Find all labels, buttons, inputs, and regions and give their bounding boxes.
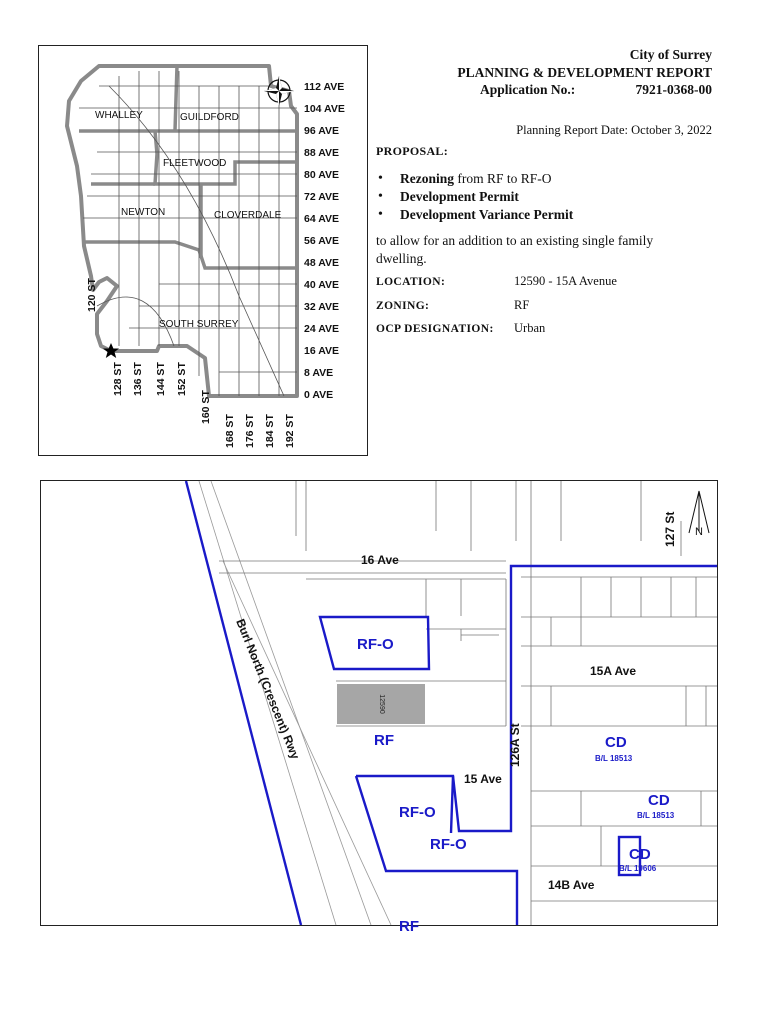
- street-label: 160 ST: [200, 390, 212, 424]
- zone-label-rfo: RF-O: [357, 636, 394, 653]
- street-label-15a-ave: 15A Ave: [590, 664, 637, 678]
- street-label-126a-st: 126A St: [508, 723, 522, 767]
- avenue-label: 48 AVE: [304, 257, 340, 269]
- area-label: WHALLEY: [95, 110, 143, 121]
- zoning-value: RF: [514, 298, 530, 312]
- avenue-label: 16 AVE: [304, 345, 340, 357]
- zoning-row: [376, 298, 530, 313]
- application-line: [472, 82, 712, 100]
- ocp-row: [376, 321, 546, 336]
- zone-label-cd: CD: [629, 846, 651, 863]
- proposal-description: to allow for an addition to an existing single family dwelling.: [376, 233, 654, 266]
- street-label: 144 ST: [155, 362, 167, 396]
- street-label: 168 ST: [224, 414, 236, 448]
- avenue-label: 32 AVE: [304, 301, 340, 313]
- avenue-label: 96 AVE: [304, 125, 340, 137]
- application-number: 7921-0368-00: [635, 82, 712, 97]
- avenue-label: 40 AVE: [304, 279, 340, 291]
- avenue-label: 64 AVE: [304, 213, 340, 225]
- avenue-label: 88 AVE: [304, 147, 340, 159]
- ocp-label: OCP DESIGNATION:: [376, 323, 494, 335]
- avenue-label: 56 AVE: [304, 235, 340, 247]
- avenue-label: 112 AVE: [304, 81, 345, 93]
- avenue-label: 104 AVE: [304, 103, 345, 115]
- zoning-label: ZONING:: [376, 300, 430, 312]
- area-label: SOUTH SURREY: [159, 319, 239, 330]
- zone-label-rfo: RF-O: [399, 804, 436, 821]
- street-label: 176 ST: [244, 414, 256, 448]
- avenue-label: 80 AVE: [304, 169, 340, 181]
- proposal-item: • Development Permit: [376, 188, 573, 206]
- report-date: Planning Report Date: October 3, 2022: [516, 123, 712, 137]
- application-label: Application No.:: [480, 82, 576, 97]
- street-label: 184 ST: [264, 414, 276, 448]
- zone-label-rfo: RF-O: [430, 836, 467, 853]
- street-label: 192 ST: [284, 414, 296, 448]
- key-map: [38, 45, 368, 456]
- report-title: PLANNING & DEVELOPMENT REPORT: [457, 65, 712, 80]
- area-label: NEWTON: [121, 207, 166, 218]
- railway-label: Burl North (Crescent) Rwy: [233, 616, 303, 762]
- bylaw-label: B/L 19606: [619, 864, 657, 873]
- location-label: LOCATION:: [376, 276, 446, 288]
- area-label: GUILDFORD: [180, 112, 239, 123]
- street-label-127-st: 127 St: [663, 511, 677, 547]
- street-label-14b-ave: 14B Ave: [548, 878, 595, 892]
- north-label: N: [695, 526, 703, 538]
- avenue-label: 8 AVE: [304, 367, 334, 379]
- zone-label-cd: CD: [648, 792, 670, 809]
- ocp-value: Urban: [514, 321, 546, 335]
- city-name: City of Surrey: [629, 47, 712, 62]
- area-label: CLOVERDALE: [214, 210, 282, 221]
- location-value: 12590 - 15A Avenue: [514, 274, 617, 288]
- avenue-label: 72 AVE: [304, 191, 340, 203]
- bylaw-label: B/L 18513: [595, 754, 633, 763]
- zone-label-rf: RF: [374, 732, 394, 749]
- street-label: 136 ST: [132, 362, 144, 396]
- street-label: 152 ST: [176, 362, 188, 396]
- zone-label-rf: RF: [399, 918, 419, 935]
- proposal-item: • Rezoning from RF to RF-O: [376, 170, 573, 188]
- proposal-item: • Development Variance Permit: [376, 206, 573, 224]
- avenue-label: 24 AVE: [304, 323, 340, 335]
- street-label-15-ave: 15 Ave: [464, 772, 502, 786]
- zone-label-cd: CD: [605, 734, 627, 751]
- street-label: 120 ST: [86, 278, 98, 312]
- location-row: [376, 274, 617, 289]
- avenue-label: 0 AVE: [304, 389, 334, 401]
- proposal-list: [376, 170, 573, 224]
- proposal-heading: PROPOSAL:: [376, 144, 449, 158]
- site-lot-number: 12590: [378, 694, 385, 714]
- street-label: 128 ST: [112, 362, 124, 396]
- bylaw-label: B/L 18513: [637, 811, 675, 820]
- area-label: FLEETWOOD: [163, 158, 227, 169]
- street-label-16-ave: 16 Ave: [361, 553, 399, 567]
- site-map: [40, 480, 718, 935]
